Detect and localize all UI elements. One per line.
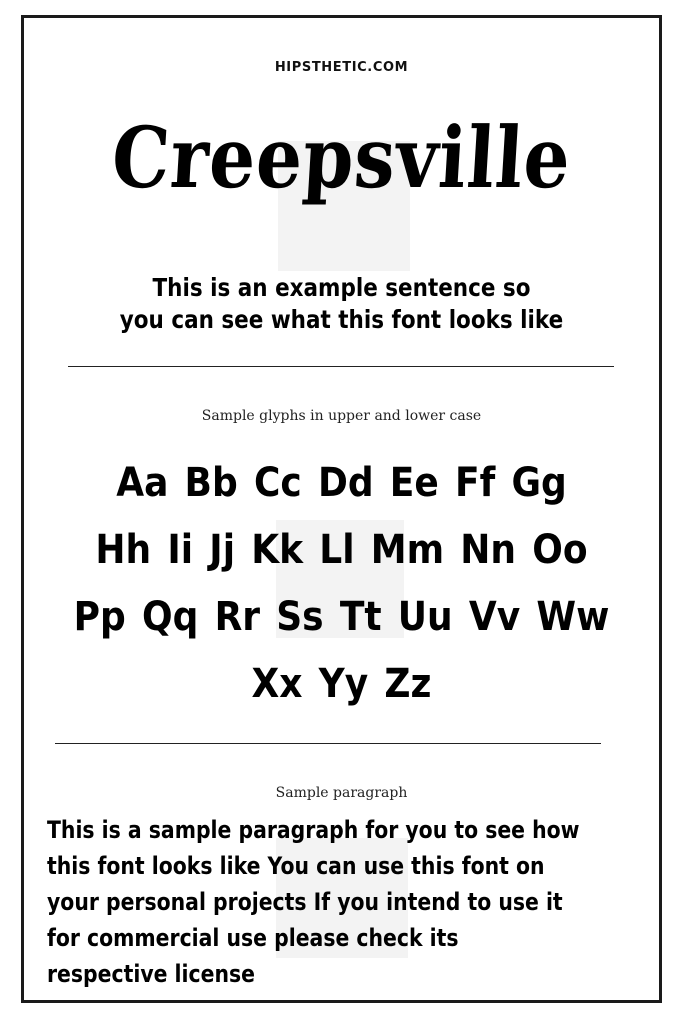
glyph-pair: Uu [397, 594, 453, 640]
glyph-pair: Oo [532, 527, 588, 573]
glyphs-label: Sample glyphs in upper and lower case [201, 408, 482, 424]
divider [68, 366, 614, 367]
glyph-pair: Dd [317, 460, 374, 506]
glyph-pair: Ll [319, 527, 355, 573]
glyph-pair: Pp [73, 594, 126, 640]
site-name[interactable]: HIPSTHETIC.COM [274, 60, 409, 75]
glyph-pair: Mm [370, 527, 445, 573]
paragraph-line: This is a sample paragraph for you to see how [47, 816, 580, 844]
glyph-pair: Yy [318, 661, 369, 707]
glyph-pair: Ss [276, 594, 324, 640]
example-sentence [48, 272, 635, 336]
paragraph-line: this font looks like You can use this font on [47, 852, 545, 880]
glyph-pair: Xx [251, 661, 303, 707]
glyph-row [34, 584, 649, 651]
paragraph-line: for commercial use please check its [47, 924, 459, 952]
glyph-row [34, 517, 649, 584]
glyph-pair: Hh [95, 527, 152, 573]
glyph-pair: Kk [251, 527, 304, 573]
sample-paragraph [47, 812, 580, 992]
paragraph-line: respective license [47, 960, 255, 988]
glyph-row [34, 651, 649, 718]
glyph-pair: Zz [384, 661, 432, 707]
glyph-pair: Ww [536, 594, 610, 640]
glyph-pair: Nn [460, 527, 517, 573]
glyph-pair: Vv [468, 594, 521, 640]
glyph-pair: Ff [455, 460, 496, 506]
example-line: you can see what this font looks like [119, 305, 564, 334]
glyph-pair: Bb [184, 460, 238, 506]
glyph-pair: Rr [214, 594, 261, 640]
glyph-pair: Ee [389, 460, 439, 506]
glyph-pair: Qq [141, 594, 199, 640]
glyph-pair: Jj [209, 527, 236, 573]
glyph-row [34, 450, 649, 517]
glyph-pair: Aa [116, 460, 169, 506]
paragraph-line: your personal projects If you intend to use it [47, 888, 563, 916]
divider [55, 743, 601, 744]
glyph-pair: Tt [339, 594, 382, 640]
glyph-pair: Cc [253, 460, 302, 506]
font-title: Creepsville [109, 108, 574, 207]
paragraph-label: Sample paragraph [275, 785, 408, 801]
example-line: This is an example sentence so [152, 273, 531, 302]
glyph-grid [34, 450, 649, 718]
glyph-pair: Ii [167, 527, 194, 573]
glyph-pair: Gg [511, 460, 567, 506]
